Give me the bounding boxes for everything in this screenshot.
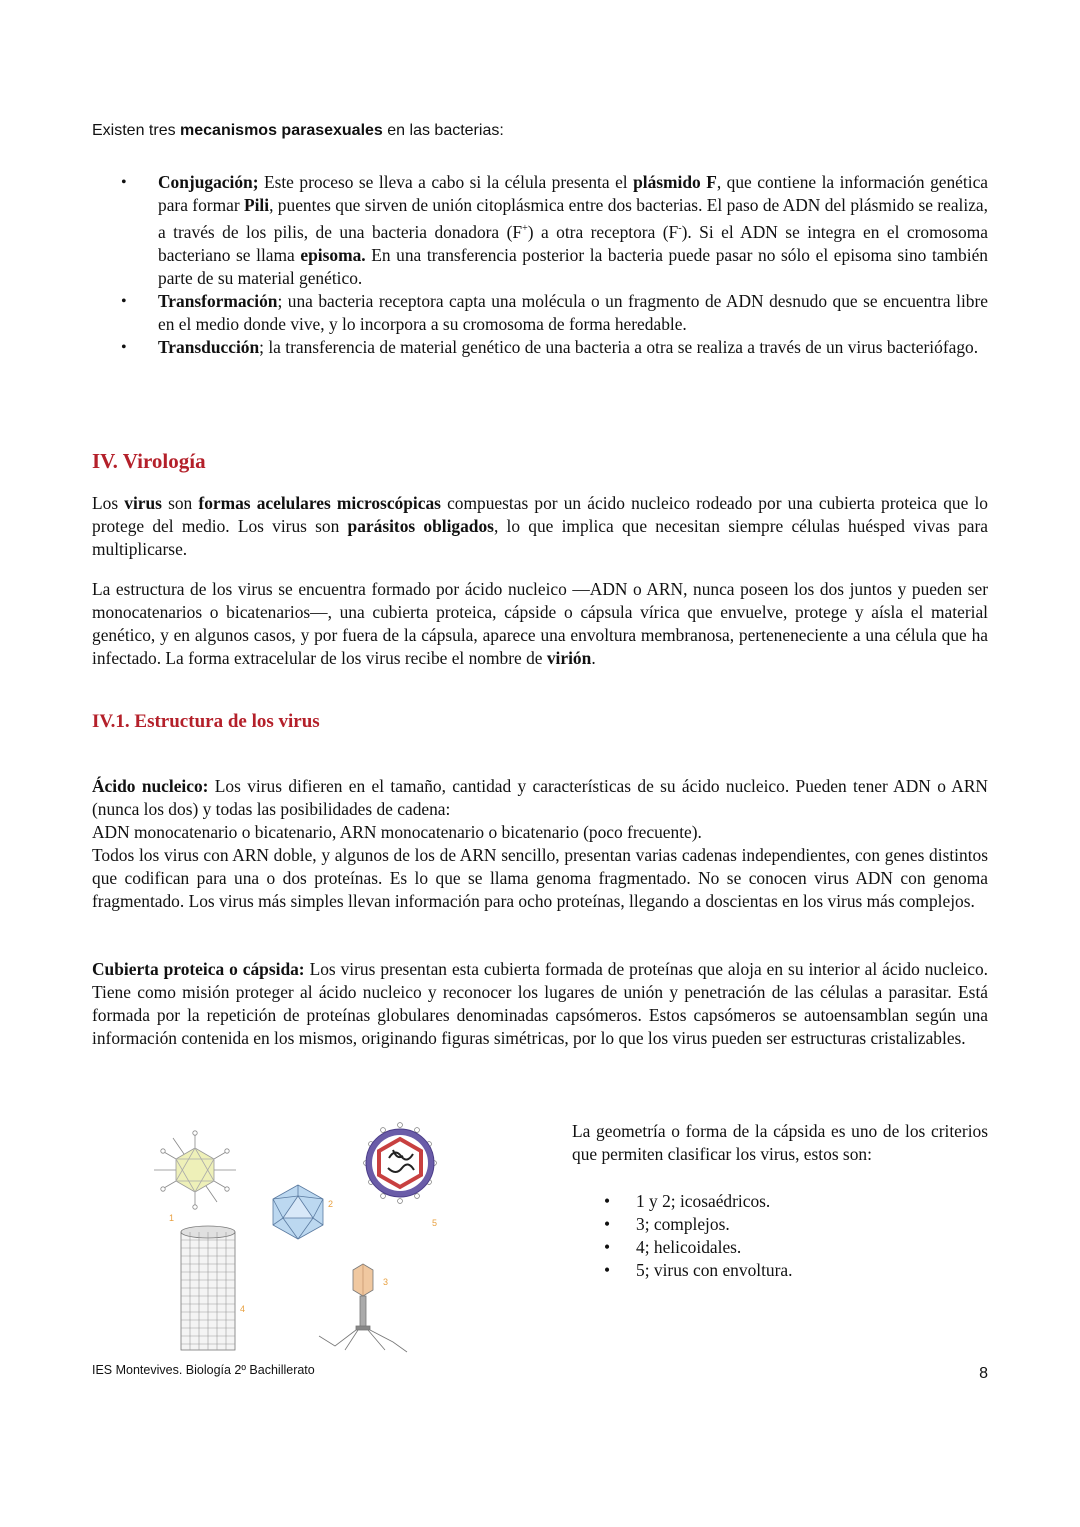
virus-icosahedral-blue-icon	[273, 1185, 323, 1239]
figure-label-1: 1	[169, 1213, 175, 1223]
virus-shapes-figure	[145, 1120, 435, 1355]
classification-list	[636, 1190, 792, 1282]
virus-helical-icon	[181, 1226, 235, 1350]
figure-label-5: 5	[431, 1218, 437, 1228]
paragraph-acido-nucleico: Ácido nucleico: Los virus difieren en el tamaño, cantidad y características de su ácido nucleico. Pueden tener ADN o ARN (nunca los dos) y todas las posibilidades de cadena: ADN monocatenario o bicatenario, ARN monocatenario o bicatenario (poco frecuente). Todos los virus con ARN doble, y algunos de los de ARN sencillo, presentan varias cadenas independientes, con genes distintos que codifican para una o dos proteínas. Es lo que se llama genoma fragmentado. No se conocen virus ADN con genoma fragmentado. Los virus más simples llevan información para ocho proteínas, llegando a doscientas en los virus más complejos.	[92, 776, 988, 911]
list-item-transduccion: • Transducción; la transferencia de material genético de una bacteria a otra se realiza a través de un virus bacteriófago.	[158, 336, 988, 359]
subsection-heading-estructura: IV.1. Estructura de los virus	[92, 711, 320, 732]
classification-intro: La geometría o forma de la cápsida es uno de los criterios que permiten clasificar los virus, estos son:	[572, 1121, 988, 1164]
figure-label-3: 3	[383, 1277, 389, 1287]
section-heading-virologia: IV. Virología	[92, 449, 206, 473]
page-number: 8	[979, 1365, 988, 1382]
paragraph-capsida: Cubierta proteica o cápsida: Los virus presentan esta cubierta formada de proteínas que aloja en su interior al ácido nucleico. Tiene como misión proteger al ácido nucleico y reconocer los lugares de unión y penetración de las células a parasitar. Está formada por la repetición de proteínas globulares denominadas capsómeros. Estos capsómeros se autoensamblan según una información contenida en los mismos, originando figuras simétricas, por lo que los virus pueden ser estructuras cristalizables.	[92, 959, 988, 1048]
list-item: • 4; helicoidales.	[636, 1236, 792, 1259]
intro-sentence	[92, 122, 992, 140]
figure-label-4: 4	[240, 1304, 246, 1314]
parasexual-mechanisms-list	[158, 171, 988, 359]
paragraph-virus-structure: La estructura de los virus se encuentra formado por ácido nucleico —ADN o ARN, nunca poseen los dos juntos y pueden ser monocatenarios o bicatenarios—, una cubierta proteica, cápside o cápsula vírica que envuelve, protege y aísla el material genético, y en algunos casos, y por fuera de la cápsula, aparece una envoltura membranosa, perteneneciente a una célula que ha infectado. La forma extracelular de los virus recibe el nombre de virión.	[92, 579, 988, 668]
footer-text: IES Montevives. Biología 2º Bachillerato	[92, 1363, 315, 1377]
list-item-conjugacion: • Conjugación; Este proceso se lleva a cabo si la célula presenta el plásmido F, que contiene la información genética para formar Pili, puentes que sirven de unión citoplásmica entre dos bacterias. El paso de ADN del plásmido se realiza, a través de los pilis, de una bacteria donadora (F+) a otra receptora (F-). Si el ADN se integra en el cromosoma bacteriano se llama episoma. En una transferencia posterior la bacteria puede pasar no sólo el episoma sino también parte de su material genético.	[158, 171, 988, 290]
list-item: • 5; virus con envoltura.	[636, 1259, 792, 1282]
intro-bold: mecanismos parasexuales	[180, 122, 383, 139]
virus-icosahedral-spiked-icon	[154, 1131, 236, 1209]
list-item: • 1 y 2; icosaédricos.	[636, 1190, 792, 1213]
intro-text: Existen tres	[92, 122, 181, 139]
virus-bacteriophage-icon	[319, 1264, 407, 1352]
intro-text-end: en las bacterias:	[382, 122, 504, 139]
paragraph-virus-definition: Los virus son formas acelulares microscópicas compuestas por un ácido nucleico rodeado por una cubierta proteica que lo protege del medio. Los virus son parásitos obligados, lo que implica que necesitan siempre células huésped vivas para multiplicarse.	[92, 493, 989, 559]
list-item-transformacion: • Transformación; una bacteria receptora capta una molécula o un fragmento de ADN desnudo que se encuentra libre en el medio donde vive, y lo incorpora a su cromosoma de forma heredable.	[158, 290, 988, 336]
list-item: • 3; complejos.	[636, 1213, 792, 1236]
figure-label-2: 2	[328, 1199, 334, 1209]
virus-enveloped-icon	[364, 1123, 437, 1204]
